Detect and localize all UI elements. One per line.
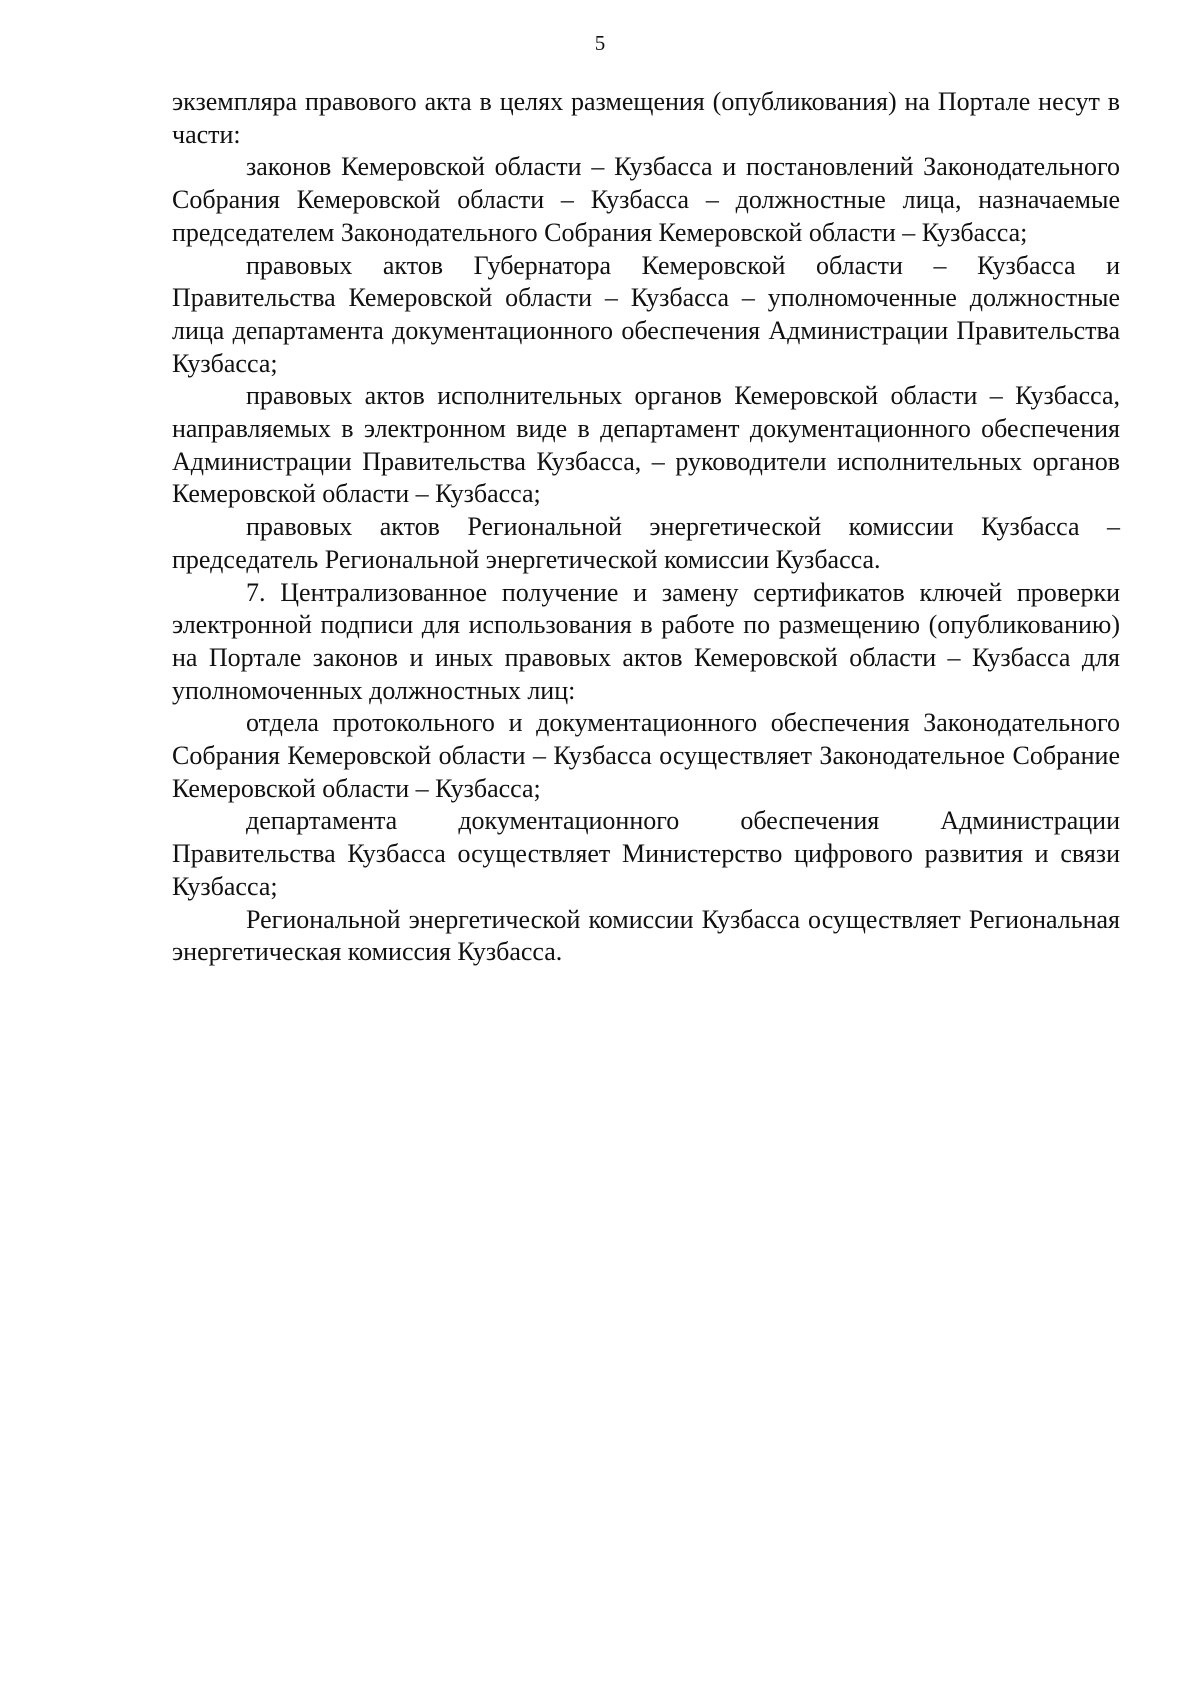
paragraph-energy-commission: Региональной энергетической комиссии Кузбасса осуществляет Региональная энергетическая комиссия Кузбасса.	[172, 904, 1120, 967]
paragraph-item-7: 7. Централизованное получение и замену сертификатов ключей проверки электронной подписи для использования в работе по размещению (опубликованию) на Портале законов и иных правовых актов Кемеровской области – Кузбасса для уполномоченных должностных лиц:	[172, 577, 1120, 705]
paragraph-executive-acts: правовых актов исполнительных органов Кемеровской области – Кузбасса, направляемых в электронном виде в департамент документационного обеспечения Администрации Правительства Кузбасса, – руководители исполнительных органов Кемеровской области – Кузбасса;	[172, 381, 1120, 509]
paragraph-continuation: экземпляра правового акта в целях размещения (опубликования) на Портале несут в части:	[172, 87, 1120, 149]
page-number: 5	[594, 31, 606, 55]
paragraph-documentation-department: департамента документационного обеспечения Администрации Правительства Кузбасса осуществляет Министерство цифрового развития и связи Кузбасса;	[172, 806, 1120, 901]
paragraph-energy-commission-acts: правовых актов Региональной энергетической комиссии Кузбасса – председатель Региональной энергетической комиссии Кузбасса.	[172, 512, 1120, 574]
paragraph-protocol-department: отдела протокольного и документационного обеспечения Законодательного Собрания Кемеровской области – Кузбасса осуществляет Законодательное Собрание Кемеровской области – Кузбасса;	[172, 708, 1120, 803]
document-body	[172, 86, 1120, 969]
paragraph-governor-acts: правовых актов Губернатора Кемеровской области – Кузбасса и Правительства Кемеровской области – Кузбасса – уполномоченные должностные лица департамента документационного обеспечения Администрации Правительства Кузбасса;	[172, 250, 1120, 378]
paragraph-laws: законов Кемеровской области – Кузбасса и постановлений Законодательного Собрания Кемеровской области – Кузбасса – должностные лица, назначаемые председателем Законодательного Собрания Кемеровской области – Кузбасса;	[172, 152, 1120, 247]
